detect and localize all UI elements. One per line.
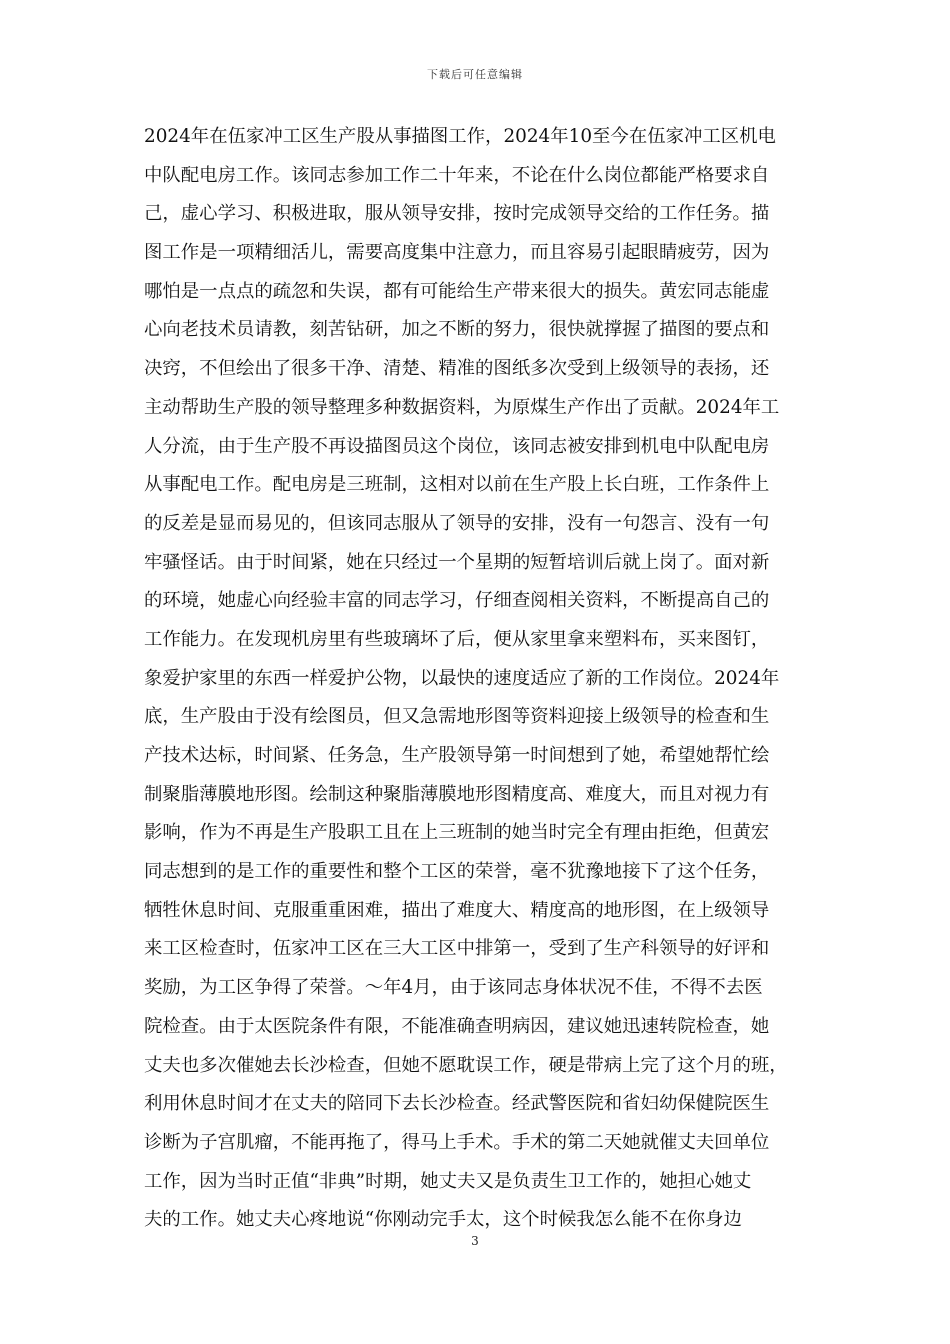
- text-line: 图工作是一项精细活儿，需要高度集中注意力，而且容易引起眼睛疲劳，因为: [144, 242, 770, 264]
- body-paragraph: [144, 118, 808, 1240]
- text-line: 夫的工作。她丈夫心疼地说“你刚动完手太，这个时候我怎么能不在你身边: [144, 1209, 742, 1231]
- text-line: 影响，作为不再是生产股职工且在上三班制的她当时完全有理由拒绝，但黄宏: [144, 822, 770, 844]
- text-line: 主动帮助生产股的领导整理多种数据资料，为原煤生产作出了贡献。2024年工: [144, 396, 780, 418]
- text-line: 象爱护家里的东西一样爱护公物，以最快的速度适应了新的工作岗位。2024年: [144, 667, 780, 689]
- text-line: 心向老技术员请教，刻苦钻研，加之不断的努力，很快就撑握了描图的要点和: [144, 319, 770, 341]
- text-line: 同志想到的是工作的重要性和整个工区的荣誉，毫不犹豫地接下了这个任务，: [144, 861, 770, 883]
- text-line: 的环境，她虚心向经验丰富的同志学习，仔细查阅相关资料，不断提高自己的: [144, 590, 770, 612]
- text-line: 工作，因为当时正值“非典”时期，她丈夫又是负责生卫工作的，她担心她丈: [144, 1170, 752, 1192]
- text-line: 利用休息时间才在丈夫的陪同下去长沙检查。经武警医院和省妇幼保健院医生: [144, 1093, 770, 1115]
- page-number: 3: [471, 1234, 479, 1248]
- text-line: 工作能力。在发现机房里有些玻璃坏了后，便从家里拿来塑料布，买来图钉，: [144, 628, 770, 650]
- text-line: 奖励，为工区争得了荣誉。～年4月，由于该同志身体状况不佳，不得不去医: [144, 977, 763, 999]
- text-line: 哪怕是一点点的疏忽和失误，都有可能给生产带来很大的损失。黄宏同志能虚: [144, 280, 770, 302]
- text-line: 从事配电工作。配电房是三班制，这相对以前在生产股上长白班，工作条件上: [144, 474, 770, 496]
- text-line: 院检查。由于太医院条件有限，不能准确查明病因，建议她迅速转院检查，她: [144, 1015, 770, 1037]
- text-line: 2024年在伍家冲工区生产股从事描图工作，2024年10至今在伍家冲工区机电: [144, 126, 776, 147]
- text-line: 牺牲休息时间、克服重重困难，描出了难度大、精度高的地形图，在上级领导: [144, 899, 770, 921]
- page-header: 下载后可任意编辑: [427, 68, 523, 81]
- text-line: 己，虚心学习、积极进取，服从领导安排，按时完成领导交给的工作任务。描: [144, 203, 770, 225]
- text-line: 牢骚怪话。由于时间紧，她在只经过一个星期的短暂培训后就上岗了。面对新: [144, 551, 770, 573]
- text-line: 决窍，不但绘出了很多干净、清楚、精准的图纸多次受到上级领导的表扬，还: [144, 358, 770, 380]
- text-line: 丈夫也多次催她去长沙检查，但她不愿耽误工作，硬是带病上完了这个月的班，: [144, 1054, 788, 1076]
- text-line: 制聚脂薄膜地形图。绘制这种聚脂薄膜地形图精度高、难度大，而且对视力有: [144, 783, 770, 805]
- text-line: 来工区检查时，伍家冲工区在三大工区中排第一，受到了生产科领导的好评和: [144, 938, 770, 960]
- text-line: 底，生产股由于没有绘图员，但又急需地形图等资料迎接上级领导的检查和生: [144, 706, 770, 728]
- text-line: 的反差是显而易见的，但该同志服从了领导的安排，没有一句怨言、没有一句: [144, 512, 770, 534]
- text-line: 产技术达标，时间紧、任务急，生产股领导第一时间想到了她，希望她帮忙绘: [144, 745, 770, 766]
- text-line: 人分流，由于生产股不再设描图员这个岗位，该同志被安排到机电中队配电房: [144, 435, 770, 457]
- text-line: 诊断为子宫肌瘤，不能再拖了，得马上手术。手术的第二天她就催丈夫回单位: [144, 1131, 770, 1153]
- text-line: 中队配电房工作。该同志参加工作二十年来，不论在什么岗位都能严格要求自: [144, 164, 770, 186]
